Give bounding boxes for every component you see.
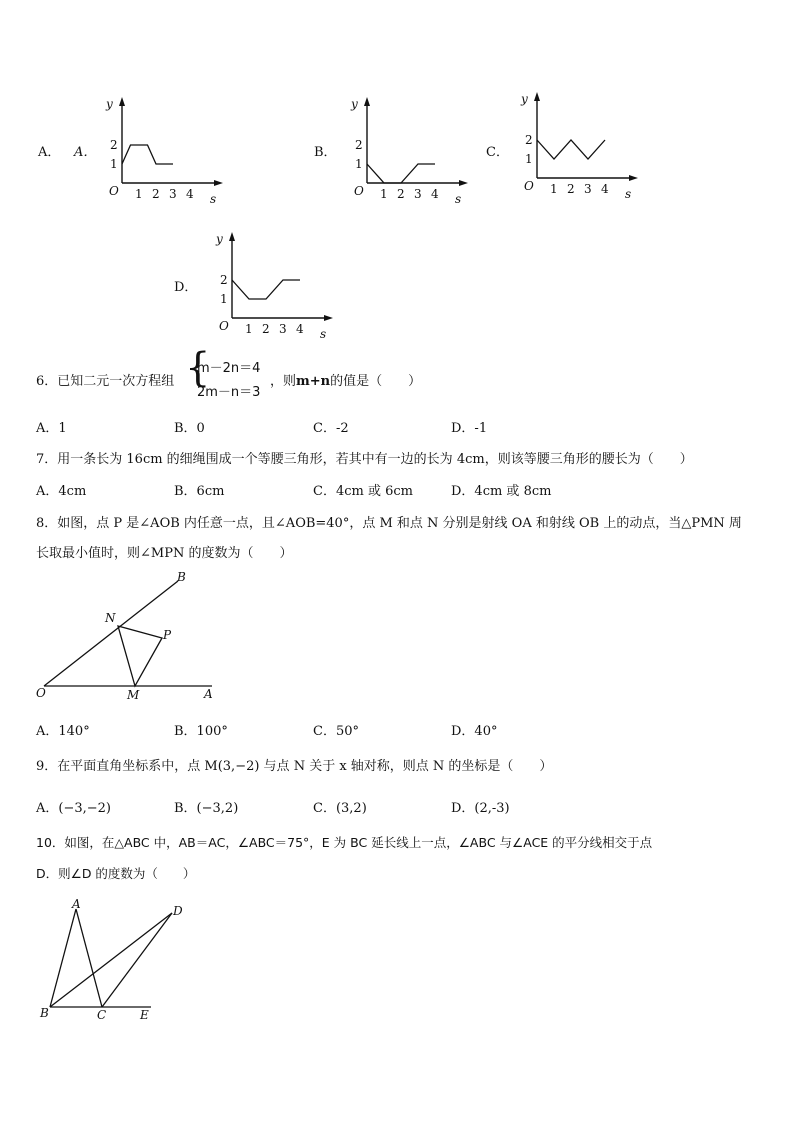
x-tick-label: 3 bbox=[169, 187, 177, 201]
x-axis-arrow bbox=[629, 175, 638, 181]
y-axis-arrow bbox=[119, 97, 125, 106]
y-tick-label: 1 bbox=[525, 152, 533, 166]
q10-label-d: D bbox=[173, 904, 183, 918]
y-axis-label: y bbox=[351, 97, 358, 111]
x-tick-label: 2 bbox=[567, 182, 575, 196]
q7-option-c: C．4cm 或 6cm bbox=[313, 484, 413, 499]
x-tick-label: 1 bbox=[550, 182, 558, 196]
q6-option-c: C．-2 bbox=[313, 421, 349, 436]
y-axis-label: y bbox=[106, 97, 113, 111]
q6-prefix: 6．已知二元一次方程组 bbox=[36, 374, 175, 389]
y-axis-arrow bbox=[364, 97, 370, 106]
x-axis-arrow bbox=[459, 180, 468, 186]
q6-suffix bbox=[270, 370, 421, 389]
q10-label-b: B bbox=[40, 1006, 49, 1020]
graph-d bbox=[210, 225, 340, 345]
x-tick-label: 3 bbox=[584, 182, 592, 196]
q6-suffix-b: m+n bbox=[296, 374, 331, 389]
origin-label: O bbox=[354, 184, 364, 198]
x-tick-label: 4 bbox=[431, 187, 439, 201]
x-tick-label: 2 bbox=[262, 322, 270, 336]
q9-option-a: A．(−3,−2) bbox=[36, 801, 111, 816]
q6-brace: { bbox=[185, 345, 211, 391]
y-tick-label: 1 bbox=[355, 157, 363, 171]
q9-option-d: D．(2,-3) bbox=[451, 801, 510, 816]
x-tick-label: 4 bbox=[601, 182, 609, 196]
graph-line bbox=[537, 140, 605, 159]
origin-label: O bbox=[219, 319, 229, 333]
x-tick-label: 1 bbox=[245, 322, 253, 336]
q8-line2: 长取最小值时，则∠MPN 的度数为（ ） bbox=[36, 546, 293, 561]
q9-option-b: B．(−3,2) bbox=[174, 801, 239, 816]
x-tick-label: 4 bbox=[186, 187, 194, 201]
q8-label-p: P bbox=[163, 628, 172, 642]
q8-option-b: B．100° bbox=[174, 724, 228, 739]
q8-label-b: B bbox=[177, 570, 186, 584]
q6-suffix-a: ，则 bbox=[270, 374, 297, 389]
x-tick-label: 2 bbox=[397, 187, 405, 201]
y-axis-label: y bbox=[216, 232, 223, 246]
y-tick-label: 2 bbox=[110, 138, 118, 152]
q10-label-e: E bbox=[140, 1008, 149, 1022]
option-a-sublabel: A． bbox=[74, 145, 97, 160]
y-tick-label: 2 bbox=[525, 133, 533, 147]
q6-option-b: B．0 bbox=[174, 421, 205, 436]
q8-label-n: N bbox=[105, 611, 116, 625]
graph-line bbox=[232, 280, 300, 299]
q10-line1: 10．如图，在△ABC 中，AB＝AC，∠ABC＝75°，E 为 BC 延长线上一点，∠ABC 与∠ACE 的平分线相交于点 bbox=[36, 835, 653, 850]
y-tick-label: 1 bbox=[220, 292, 228, 306]
q8-option-d: D．40° bbox=[451, 724, 498, 739]
q9-option-c: C．(3,2) bbox=[313, 801, 367, 816]
x-axis-label: s bbox=[625, 187, 632, 201]
graph-line bbox=[122, 145, 173, 164]
y-axis-arrow bbox=[229, 232, 235, 241]
y-tick-label: 2 bbox=[355, 138, 363, 152]
q6-eq1: m－2n＝4 bbox=[197, 361, 261, 376]
q10-line2: D．则∠D 的度数为（ ） bbox=[36, 866, 196, 881]
q7-option-d: D．4cm 或 8cm bbox=[451, 484, 552, 499]
q9-text: 9．在平面直角坐标系中，点 M(3,−2) 与点 N 关于 x 轴对称，则点 N 的坐标是（ ） bbox=[36, 759, 553, 774]
y-tick-label: 1 bbox=[110, 157, 118, 171]
q8-figure bbox=[30, 568, 230, 708]
q8-option-a: A．140° bbox=[36, 724, 90, 739]
q7-option-a: A．4cm bbox=[36, 484, 87, 499]
x-axis-label: s bbox=[455, 192, 462, 206]
x-axis-label: s bbox=[210, 192, 217, 206]
origin-label: O bbox=[524, 179, 534, 193]
option-d-label: D． bbox=[174, 280, 198, 295]
x-axis-arrow bbox=[324, 315, 333, 321]
x-tick-label: 4 bbox=[296, 322, 304, 336]
graph-line bbox=[367, 164, 435, 183]
option-c-label: C． bbox=[486, 145, 509, 160]
q7-option-b: B．6cm bbox=[174, 484, 225, 499]
x-tick-label: 1 bbox=[380, 187, 388, 201]
option-b-label: B． bbox=[314, 145, 337, 160]
q10-label-a: A bbox=[72, 897, 81, 911]
q8-option-c: C．50° bbox=[313, 724, 359, 739]
x-axis-arrow bbox=[214, 180, 223, 186]
option-a-label: A． bbox=[38, 145, 61, 160]
q10-label-c: C bbox=[97, 1008, 107, 1022]
x-tick-label: 3 bbox=[414, 187, 422, 201]
graph-c bbox=[515, 85, 645, 205]
y-axis-arrow bbox=[534, 92, 540, 101]
x-tick-label: 3 bbox=[279, 322, 287, 336]
x-tick-label: 2 bbox=[152, 187, 160, 201]
x-axis-label: s bbox=[320, 327, 327, 341]
q10-figure bbox=[36, 895, 196, 1025]
q6-option-a: A．1 bbox=[36, 421, 67, 436]
q6-eq2: 2m－n＝3 bbox=[197, 385, 261, 400]
q8-label-m: M bbox=[127, 688, 140, 702]
q8-label-a: A bbox=[204, 687, 213, 701]
y-tick-label: 2 bbox=[220, 273, 228, 287]
q8-label-o: O bbox=[36, 686, 46, 700]
graph-b bbox=[345, 90, 475, 210]
graph-a bbox=[100, 90, 230, 210]
q6-option-d: D．-1 bbox=[451, 421, 488, 436]
q8-line1: 8．如图，点 P 是∠AOB 内任意一点，且∠AOB=40°，点 M 和点 N 分别是射线 OA 和射线 OB 上的动点，当△PMN 周 bbox=[36, 516, 742, 531]
q6-suffix-c: 的值是（ ） bbox=[330, 374, 422, 389]
origin-label: O bbox=[109, 184, 119, 198]
x-tick-label: 1 bbox=[135, 187, 143, 201]
q7-text: 7．用一条长为 16cm 的细绳围成一个等腰三角形，若其中有一边的长为 4cm，则该等腰三角形的腰长为（ ） bbox=[36, 452, 693, 467]
y-axis-label: y bbox=[521, 92, 528, 106]
